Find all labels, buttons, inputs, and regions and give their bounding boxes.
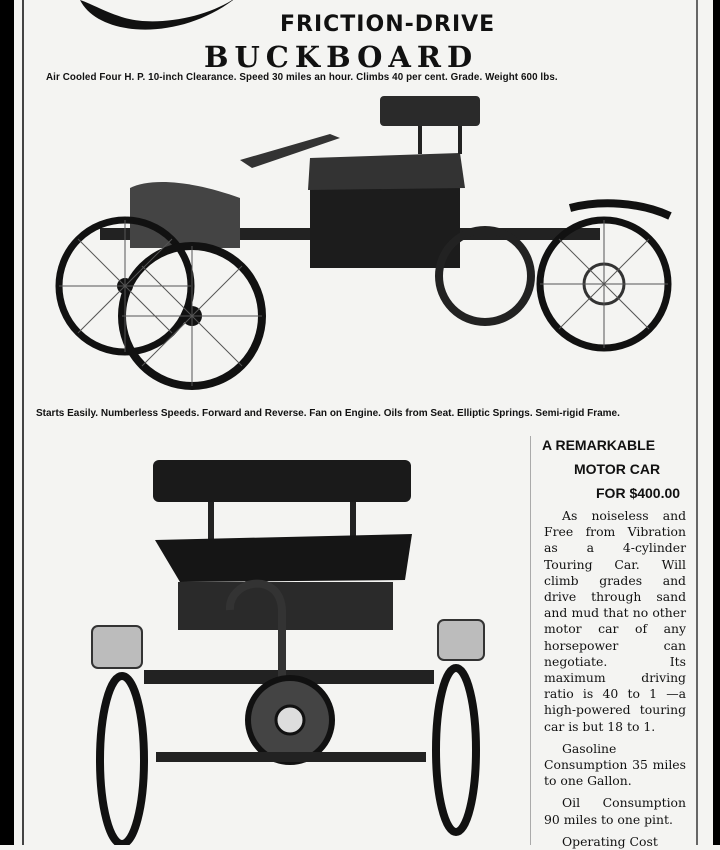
- ad-paragraph: Operating Cost: [562, 833, 658, 849]
- buckboard-side-illustration: [40, 88, 680, 408]
- ad-body-text: [544, 508, 686, 850]
- ad-paragraph: Gasoline Consumption 35 miles to one Gallon.: [544, 740, 686, 789]
- ad-subtitle: FRICTION-DRIVE: [280, 12, 496, 37]
- ad-paragraph: Oil Consumption 90 miles to one pint.: [544, 795, 686, 827]
- border-rule-right: [696, 0, 698, 845]
- ad-price: FOR $400.00: [596, 485, 681, 501]
- ad-headline-2: MOTOR CAR: [574, 461, 661, 477]
- column-rule: [530, 436, 531, 845]
- logo-swirl: [70, 0, 260, 40]
- ad-paragraph: As noiseless and Free from Vibration as a 4-cylinder Touring Car. Will climb grades and drive through sand and mud that no other motor car of any horsepower can negotiate. Its maximum driving ratio is 40 to 1 —a high-powered touring car is but 18 to 1.: [544, 508, 686, 734]
- page-border-right: [713, 0, 720, 845]
- ad-title: BUCKBOARD: [204, 40, 479, 74]
- border-rule-left: [22, 0, 24, 845]
- features-line: Starts Easily. Numberless Speeds. Forward and Reverse. Fan on Engine. Oils from Seat. Elliptic Springs. Semi-rigid Frame.: [36, 408, 620, 419]
- ad-headline-1: A REMARKABLE: [542, 437, 656, 453]
- buckboard-rear-illustration: [60, 430, 500, 845]
- specs-line: Air Cooled Four H. P. 10-inch Clearance. Speed 30 miles an hour. Climbs 40 per cent. Grade. Weight 600 lbs.: [46, 72, 558, 83]
- page-border-left: [0, 0, 14, 845]
